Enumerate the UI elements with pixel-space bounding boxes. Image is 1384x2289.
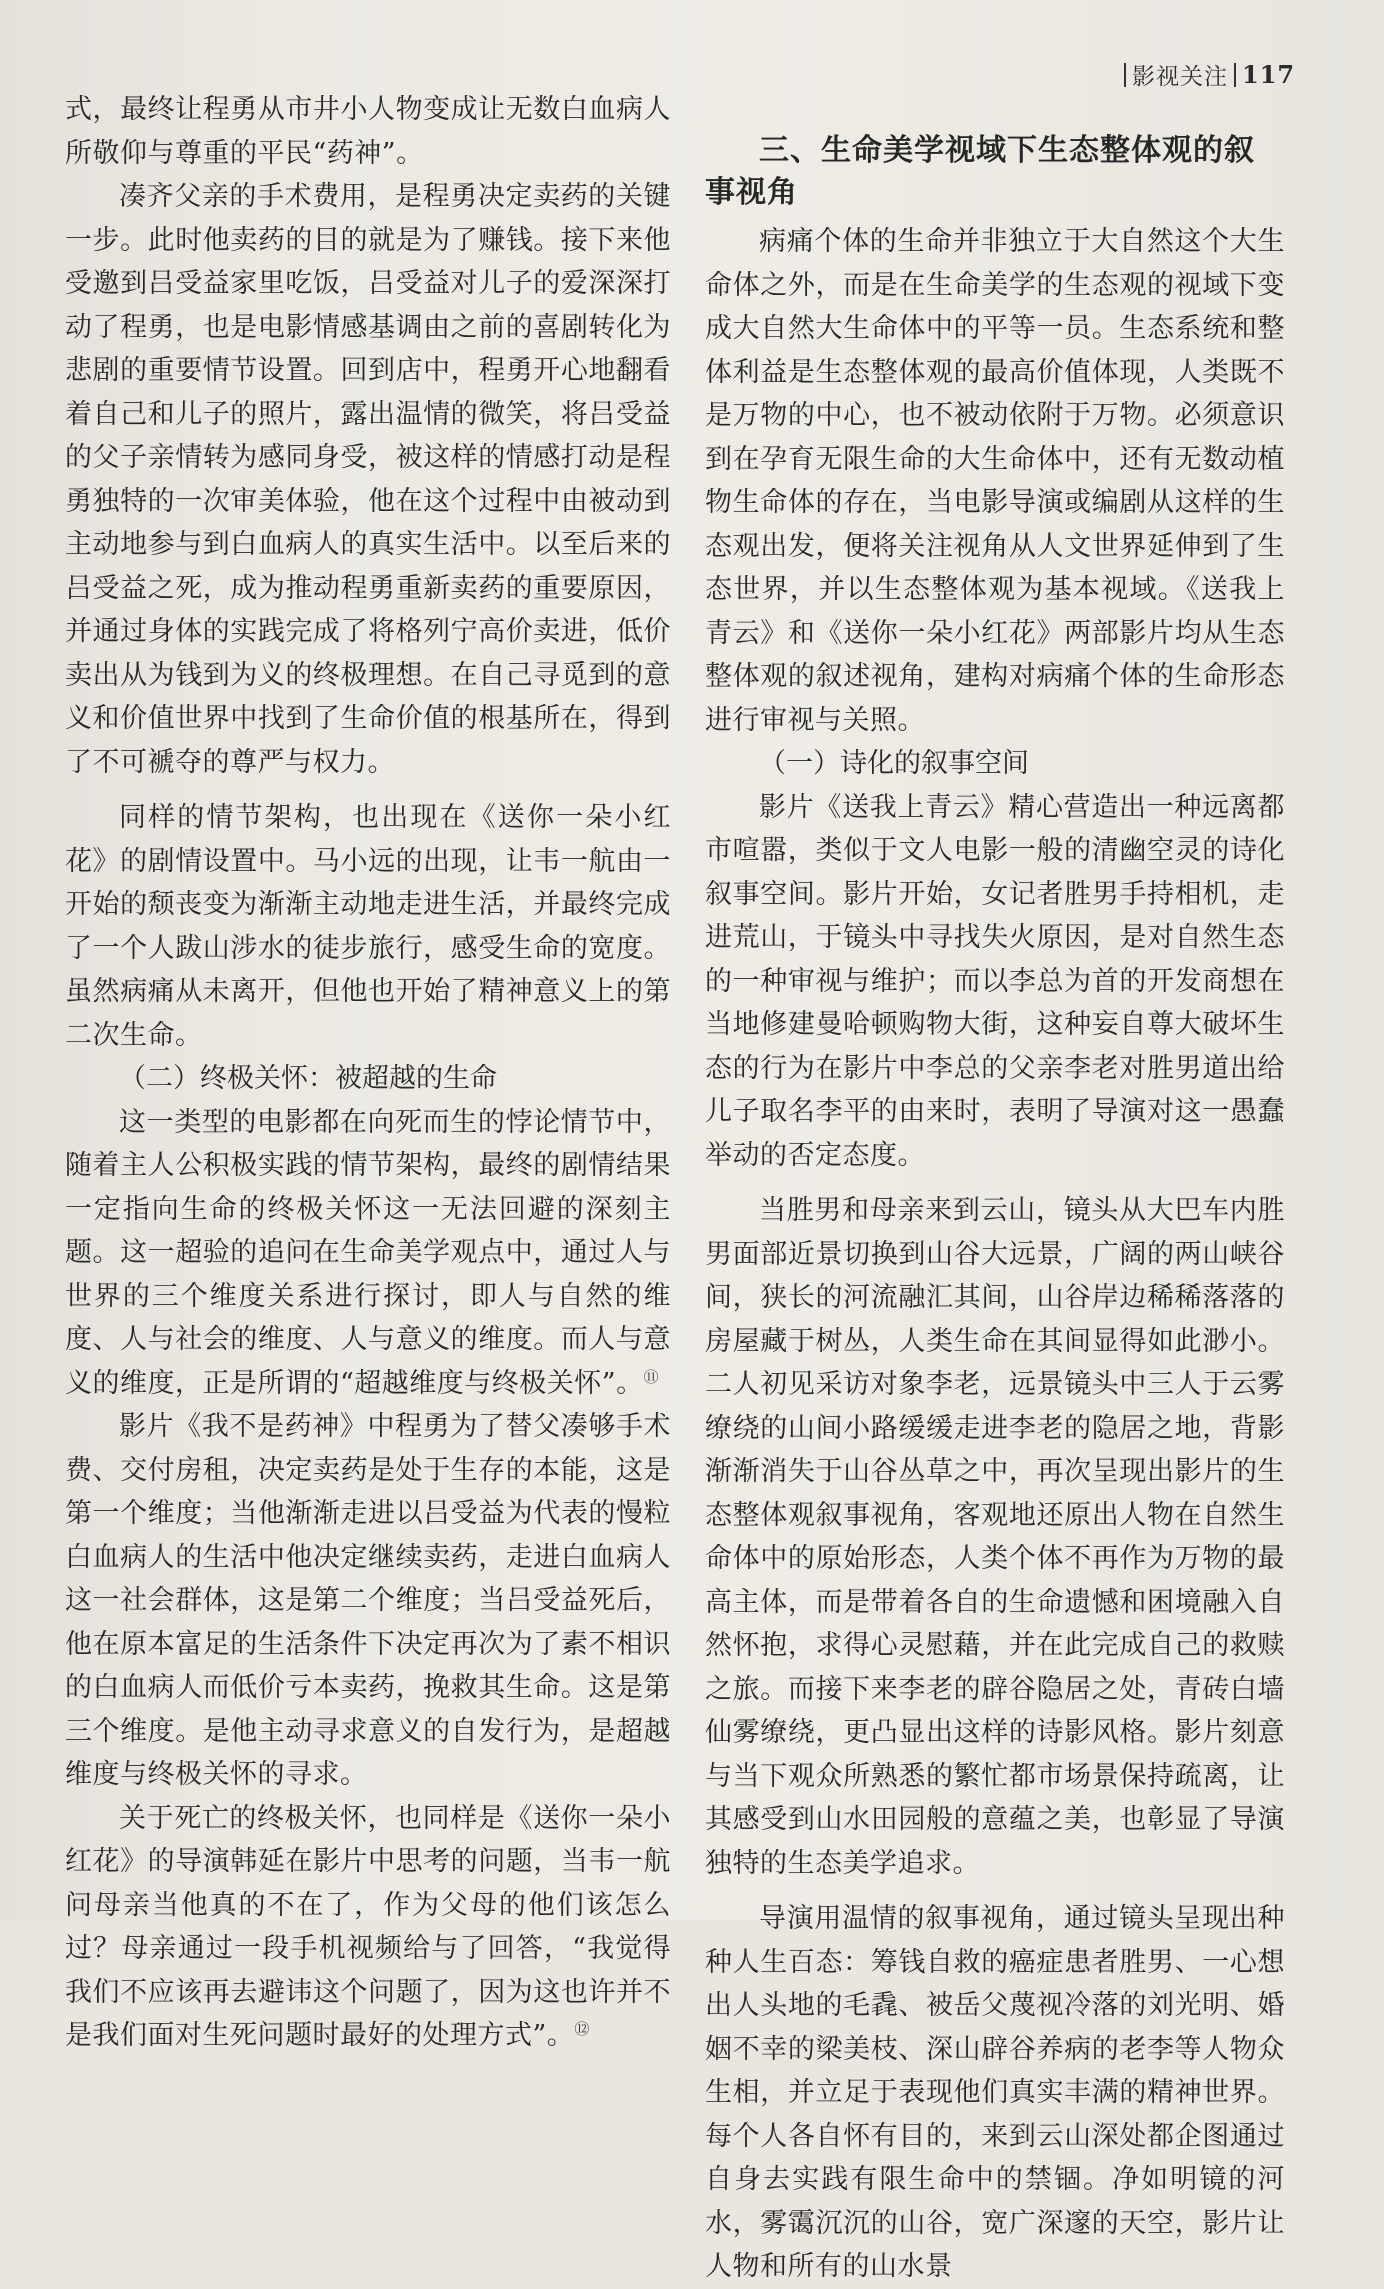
subsection-heading: （一）诗化的叙事空间: [759, 748, 1029, 779]
paragraph: 导演用温情的叙事视角，通过镜头呈现出种种人生百态：筹钱自救的癌症患者胜男、一心想出人头地的毛毳、被岳父蔑视冷落的刘光明、婚姻不幸的梁美枝、深山辟谷养病的老李等人物众生相，并立足于表现他们真实丰满的精神世界。每个人各自怀有目的，来到云山深处都企图通过自身去实践有限生命中的禁锢。净如明镜的河水，雾霭沉沉的山谷，宽广深邃的天空，影片让人物和所有的山水景: [705, 1903, 1285, 2282]
section-heading: 三、生命美学视域下生态整体观的叙事视角: [705, 133, 1255, 210]
left-column: [65, 88, 671, 2058]
paragraph: 当胜男和母亲来到云山，镜头从大巴车内胜男面部近景切换到山谷大远景，广阔的两山峡谷间，狭长的河流融汇其间，山谷岸边稀稀落落的房屋藏于树丛，人类生命在其间显得如此渺小。二人初见采访对象李老，远景镜头中三人于云雾缭绕的山间小路缓缓走进李老的隐居之地，背影渐渐消失于山谷丛草之中，再次呈现出影片的生态整体观叙事视角，客观地还原出人物在自然生命体中的原始形态，人类个体不再作为万物的最高主体，而是带着各自的生命遗憾和困境融入自然怀抱，求得心灵慰藉，并在此完成自己的救赎之旅。而接下来李老的辟谷隐居之处，青砖白墙仙雾缭绕，更凸显出这样的诗影风格。影片刻意与当下观众所熟悉的繁忙都市场景保持疏离，让其感受到山水田园般的意蕴之美，也彰显了导演独特的生态美学追求。: [705, 1195, 1285, 1879]
header-divider: [1234, 63, 1236, 87]
paragraph: 式，最终让程勇从市井小人物变成让无数白血病人所敬仰与尊重的平民“药神”。: [65, 94, 671, 169]
paragraph: [65, 1101, 671, 1406]
paragraph-text: 这一类型的电影都在向死而生的悖论情节中，随着主人公积极实践的情节架构，最终的剧情结果一定指向生命的终极关怀这一无法回避的深刻主题。这一超验的追问在生命美学观点中，通过人与世界的三个维度关系进行探讨，即人与自然的维度、人与社会的维度、人与意义的维度。而人与意义的维度，正是所谓的“超越维度与终极关怀”。: [65, 1106, 671, 1399]
footnote-marker: ⑪: [643, 1367, 660, 1386]
paragraph: 病痛个体的生命并非独立于大自然这个大生命体之外，而是在生命美学的生态观的视域下变成大自然大生命体中的平等一员。生态系统和整体利益是生态整体观的最高价值体现，人类既不是万物的中心，也不被动依附于万物。必须意识到在孕育无限生命的大生命体中，还有无数动植物生命体的存在，当电影导演或编剧从这样的生态观出发，便将关注视角从人文世界延伸到了生态世界，并以生态整体观为基本视域。《送我上青云》和《送你一朵小红花》两部影片均从生态整体观的叙述视角，建构对病痛个体的生命形态进行审视与关照。: [705, 226, 1285, 736]
paragraph: 影片《我不是药神》中程勇为了替父凑够手术费、交付房租，决定卖药是处于生存的本能，这是第一个维度；当他渐渐走进以吕受益为代表的慢粒白血病人的生活中他决定继续卖药，走进白血病人这一社会群体，这是第二个维度；当吕受益死后，他在原本富足的生活条件下决定再次为了素不相识的白血病人而低价亏本卖药，挽救其生命。这是第三个维度。是他主动寻求意义的自发行为，是超越维度与终极关怀的寻求。: [65, 1411, 671, 1790]
paragraph: 同样的情节架构，也出现在《送你一朵小红花》的剧情设置中。马小远的出现，让韦一航由一开始的颓丧变为渐渐主动地走进生活，并最终完成了一个人跋山涉水的徒步旅行，感受生命的宽度。虽然病痛从未离开，但他也开始了精神意义上的第二次生命。: [65, 802, 671, 1051]
paragraph: 凑齐父亲的手术费用，是程勇决定卖药的关键一步。此时他卖药的目的就是为了赚钱。接下来他受邀到吕受益家里吃饭，吕受益对儿子的爱深深打动了程勇，也是电影情感基调由之前的喜剧转化为悲剧的重要情节设置。回到店中，程勇开心地翻看着自己和儿子的照片，露出温情的微笑，将吕受益的父子亲情转为感同身受，被这样的情感打动是程勇独特的一次审美体验，他在这个过程中由被动到主动地参与到白血病人的真实生活中。以至后来的吕受益之死，成为推动程勇重新卖药的重要原因，并通过身体的实践完成了将格列宁高价卖进，低价卖出从为钱到为义的终极理想。在自己寻觅到的意义和价值世界中找到了生命价值的根基所在，得到了不可褫夺的尊严与权力。: [65, 181, 671, 778]
header-section: 影视关注: [1132, 64, 1228, 90]
footnote-marker: ⑫: [574, 2020, 590, 2038]
subsection-heading: （二）终极关怀：被超越的生命: [119, 1063, 497, 1094]
header-divider: [1124, 63, 1126, 87]
paragraph-text: 关于死亡的终极关怀，也同样是《送你一朵小红花》的导演韩延在影片中思考的问题，当韦一航问母亲当他真的不在了，作为父母的他们该怎么过？母亲通过一段手机视频给与了回答，“我觉得我们不应该再去避讳这个问题了，因为这也许并不是我们面对生死问题时最好的处理方式”。: [65, 1802, 671, 2051]
paragraph: [65, 1797, 671, 2058]
paragraph: 影片《送我上青云》精心营造出一种远离都市喧嚣，类似于文人电影一般的清幽空灵的诗化叙事空间。影片开始，女记者胜男手持相机，走进荒山，于镜头中寻找失火原因，是对自然生态的一种审视与维护；而以李总为首的开发商想在当地修建曼哈顿购物大街，这种妄自尊大破坏生态的行为在影片中李总的父亲李老对胜男道出给儿子取名李平的由来时，表明了导演对这一愚蠢举动的否定态度。: [705, 791, 1285, 1171]
right-column: [705, 88, 1285, 2289]
running-header: [1118, 58, 1295, 91]
page-number: 117: [1242, 60, 1296, 89]
